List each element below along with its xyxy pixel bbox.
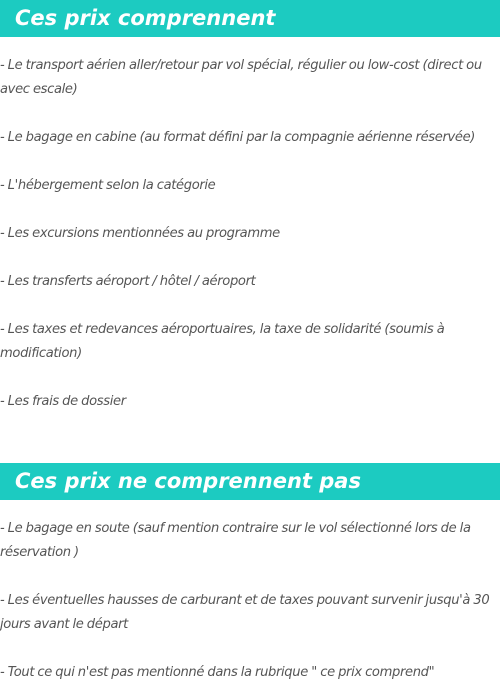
- included-item-accommodation: - L'hébergement selon la catégorie: [0, 178, 216, 193]
- excluded-item-other: - Tout ce qui n'est pas mentionné dans la rubrique " ce prix comprend": [0, 665, 435, 680]
- included-section-title: Ces prix comprennent: [0, 0, 500, 37]
- included-item-airport-taxes: - Les taxes et redevances aéroportuaires, la taxe de solidarité (soumis à modification): [0, 322, 445, 361]
- excluded-section-title: Ces prix ne comprennent pas: [0, 463, 500, 500]
- excluded-item-fuel-surcharges: - Les éventuelles hausses de carburant et de taxes pouvant survenir jusqu'à 30 jours avant le départ: [0, 593, 490, 632]
- excluded-item-hold-baggage: - Le bagage en soute (sauf mention contraire sur le vol sélectionné lors de la réservation ): [0, 521, 471, 560]
- included-item-cabin-baggage: - Le bagage en cabine (au format défini par la compagnie aérienne réservée): [0, 130, 476, 145]
- included-item-air-transport: - Le transport aérien aller/retour par vol spécial, régulier ou low-cost (direct ou avec escale): [0, 58, 482, 97]
- included-item-excursions: - Les excursions mentionnées au programme: [0, 226, 280, 241]
- included-item-transfers: - Les transferts aéroport / hôtel / aéroport: [0, 274, 256, 289]
- included-item-booking-fees: - Les frais de dossier: [0, 394, 126, 409]
